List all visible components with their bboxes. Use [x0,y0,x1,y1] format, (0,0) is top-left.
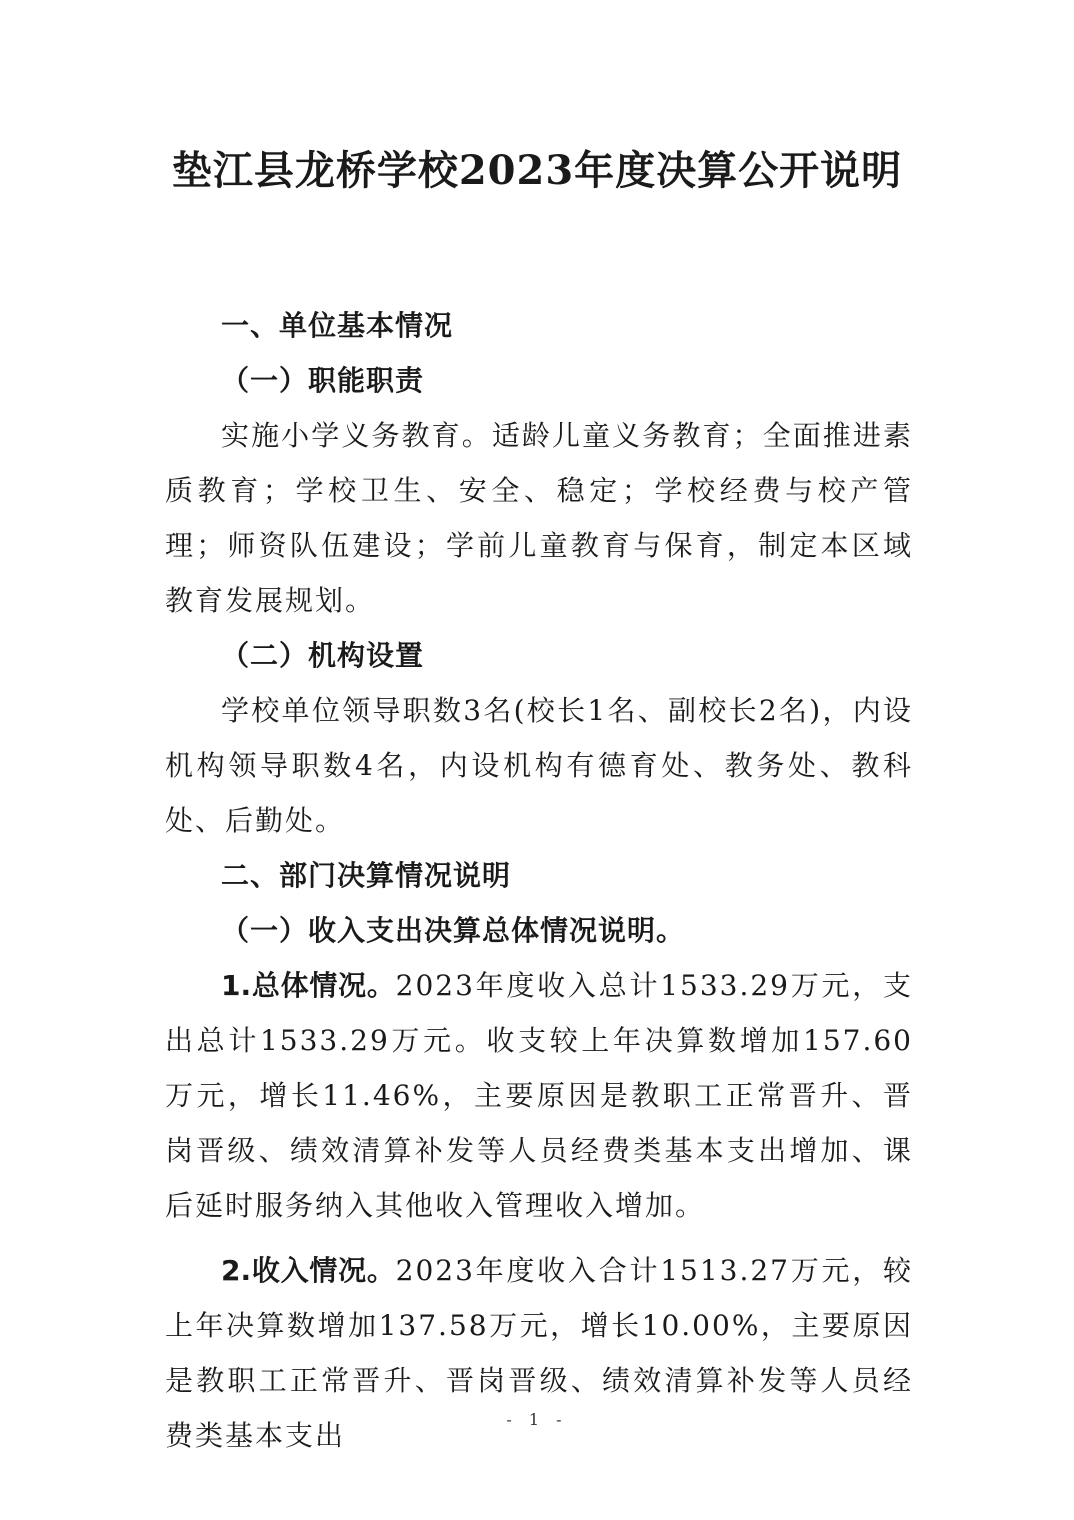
section-heading-final-accounts: 二、部门决算情况说明 [221,859,512,892]
page-number: - 1 - [506,1410,568,1429]
paragraph-overall-lead: 1.总体情况。 [221,969,396,1002]
subsection-heading-organization: （二）机构设置 [221,639,425,672]
document-body [165,298,913,1463]
paragraph-organization: 学校单位领导职数3名(校长1名、副校长2名)，内设机构领导职数4名，内设机构有德育处、教务处、教科处、后勤处。 [165,694,913,837]
section-heading-basic-info: 一、单位基本情况 [221,309,454,342]
paragraph-income [165,1243,913,1463]
paragraph-functions: 实施小学义务教育。适龄儿童义务教育；全面推进素质教育；学校卫生、安全、稳定；学校经费与校产管理；师资队伍建设；学前儿童教育与保育，制定本区域教育发展规划。 [165,419,913,617]
paragraph-income-text: 2023年度收入合计1513.27万元，较上年决算数增加137.58万元，增长10.00%，主要原因是教职工正常晋升、晋岗晋级、绩效清算补发等人员经费类基本支出 [165,1254,914,1452]
document-title: 垫江县龙桥学校2023年度决算公开说明 [171,147,903,194]
subsection-heading-functions: （一）职能职责 [221,364,425,397]
paragraph-overall-text: 2023年度收入总计1533.29万元，支出总计1533.29万元。收支较上年决算数增加157.60万元，增长11.46%，主要原因是教职工正常晋升、晋岗晋级、绩效清算补发等人员经费类基本支出增加、课后延时服务纳入其他收入管理收入增加。 [165,969,914,1222]
paragraph-overall [165,958,913,1233]
subsection-heading-income-expenditure: （一）收入支出决算总体情况说明。 [221,914,686,947]
paragraph-income-lead: 2.收入情况。 [221,1254,396,1287]
